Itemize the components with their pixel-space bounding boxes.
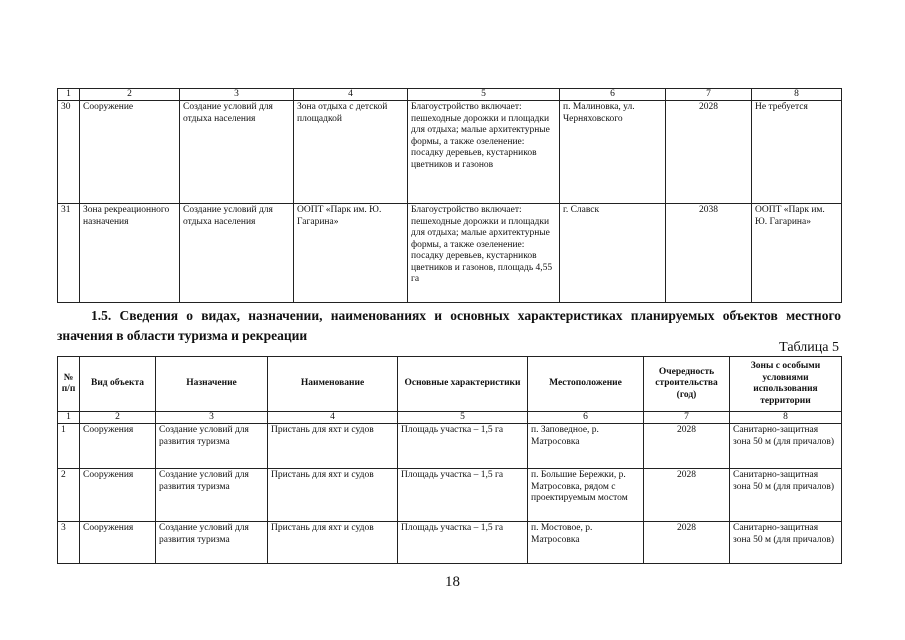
- object-location: п. Малиновка, ул. Черняховского: [560, 101, 666, 204]
- column-number: 2: [80, 89, 180, 101]
- column-number: 8: [730, 412, 842, 424]
- object-purpose: Создание условий для отдыха населения: [180, 204, 294, 303]
- column-number: 4: [294, 89, 408, 101]
- special-zones: Санитарно-защитная зона 50 м (для причалов): [730, 424, 842, 469]
- object-name: Зона отдыха с детской площадкой: [294, 101, 408, 204]
- row-number: 3: [58, 522, 80, 564]
- table-objects-recreation: [57, 88, 842, 303]
- row-number: 1: [58, 424, 80, 469]
- object-type: Сооружения: [80, 424, 156, 469]
- section-heading: [57, 306, 841, 346]
- column-number: 1: [58, 412, 80, 424]
- column-header: Местоположение: [528, 357, 644, 412]
- construction-year: 2028: [666, 101, 752, 204]
- column-header: Основные характеристики: [398, 357, 528, 412]
- column-number: 3: [180, 89, 294, 101]
- column-number: 2: [80, 412, 156, 424]
- object-features: Площадь участка – 1,5 га: [398, 522, 528, 564]
- object-name: Пристань для яхт и судов: [268, 469, 398, 522]
- table-tourism-objects: [57, 356, 842, 564]
- table-row: [58, 469, 842, 522]
- column-header: Вид объекта: [80, 357, 156, 412]
- special-zones: Санитарно-защитная зона 50 м (для причалов): [730, 522, 842, 564]
- table-caption: Таблица 5: [779, 340, 839, 355]
- object-purpose: Создание условий для развития туризма: [156, 424, 268, 469]
- object-features: Площадь участка – 1,5 га: [398, 469, 528, 522]
- column-header: Назначение: [156, 357, 268, 412]
- object-type: Сооружения: [80, 522, 156, 564]
- column-number-row: [58, 412, 842, 424]
- object-type: Сооружения: [80, 469, 156, 522]
- object-name: ООПТ «Парк им. Ю. Гагарина»: [294, 204, 408, 303]
- row-number: 31: [58, 204, 80, 303]
- column-header: № п/п: [58, 357, 80, 412]
- special-zones: Не требуется: [752, 101, 842, 204]
- object-features: Благоустройство включает: пешеходные дорожки и площадки для отдыха; малые архитектурные формы, а также озеленение: посадку деревьев, кустарников цветников и газонов, площадь 4,55 га: [408, 204, 560, 303]
- table-row: [58, 522, 842, 564]
- object-location: п. Мостовое, р. Матросовка: [528, 522, 644, 564]
- construction-year: 2028: [644, 469, 730, 522]
- column-header: Наименование: [268, 357, 398, 412]
- table-row: [58, 424, 842, 469]
- special-zones: Санитарно-защитная зона 50 м (для причалов): [730, 469, 842, 522]
- object-features: Благоустройство включает: пешеходные дорожки и площадки для отдыха; малые архитектурные формы, а также озеленение: посадку деревьев, кустарников цветников и газонов: [408, 101, 560, 204]
- construction-year: 2028: [644, 424, 730, 469]
- column-number: 8: [752, 89, 842, 101]
- row-number: 2: [58, 469, 80, 522]
- object-name: Пристань для яхт и судов: [268, 522, 398, 564]
- column-number: 3: [156, 412, 268, 424]
- column-number: 4: [268, 412, 398, 424]
- object-purpose: Создание условий для развития туризма: [156, 469, 268, 522]
- object-features: Площадь участка – 1,5 га: [398, 424, 528, 469]
- construction-year: 2038: [666, 204, 752, 303]
- object-purpose: Создание условий для отдыха населения: [180, 101, 294, 204]
- row-number: 30: [58, 101, 80, 204]
- object-type: Сооружение: [80, 101, 180, 204]
- column-number-row: [58, 89, 842, 101]
- table-row: [58, 204, 842, 303]
- section-title: Сведения о видах, назначении, наименованиях и основных характеристиках планируемых объектов местного значения в области туризма и рекреации: [57, 308, 842, 343]
- special-zones: ООПТ «Парк им. Ю. Гагарина»: [752, 204, 842, 303]
- object-location: г. Славск: [560, 204, 666, 303]
- object-location: п. Большие Бережки, р. Матросовка, рядом с проектируемым мостом: [528, 469, 644, 522]
- table-header-row: [58, 357, 842, 412]
- object-type: Зона рекреационного назначения: [80, 204, 180, 303]
- column-number: 1: [58, 89, 80, 101]
- table-row: [58, 101, 842, 204]
- column-number: 7: [644, 412, 730, 424]
- object-location: п. Заповедное, р. Матросовка: [528, 424, 644, 469]
- column-number: 6: [560, 89, 666, 101]
- column-number: 6: [528, 412, 644, 424]
- column-number: 7: [666, 89, 752, 101]
- column-header: Очередность строительства (год): [644, 357, 730, 412]
- column-number: 5: [398, 412, 528, 424]
- construction-year: 2028: [644, 522, 730, 564]
- object-name: Пристань для яхт и судов: [268, 424, 398, 469]
- column-number: 5: [408, 89, 560, 101]
- section-number: 1.5.: [91, 308, 112, 323]
- page-number: 18: [445, 574, 460, 590]
- column-header: Зоны с особыми условиями использования территории: [730, 357, 842, 412]
- object-purpose: Создание условий для развития туризма: [156, 522, 268, 564]
